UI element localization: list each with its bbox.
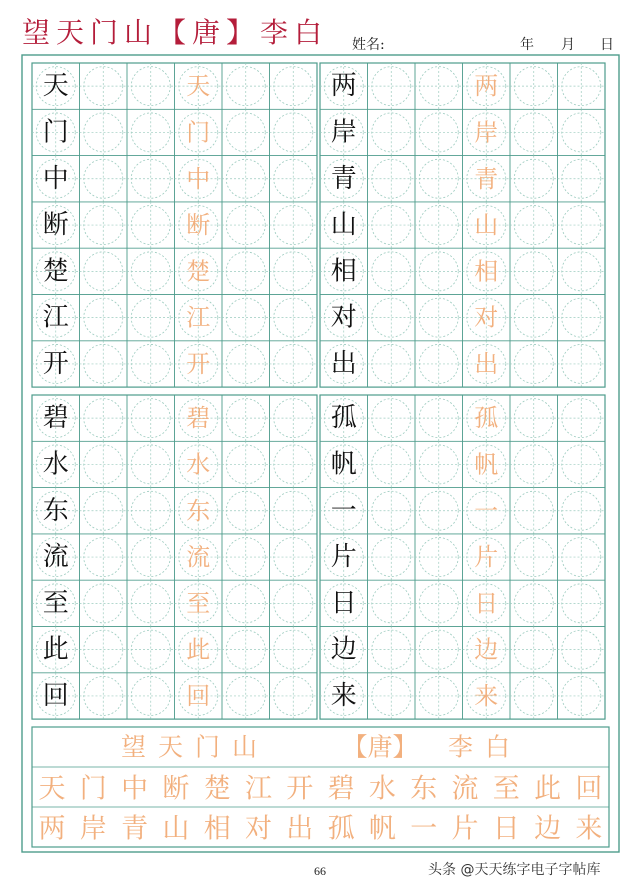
poem-line2-char: 帆 [368,813,396,845]
model-char: 江 [42,302,69,333]
name-label: 姓名: [352,37,385,53]
trace-char: 对 [474,303,499,332]
trace-char: 水 [186,450,211,479]
trace-char: 东 [186,496,211,525]
page-number: 66 [314,864,326,878]
poem-line1-char: 东 [410,773,438,805]
poem-line1-char: 流 [451,773,479,805]
year-label: 年 [520,37,534,53]
model-char: 东 [42,495,69,526]
model-char: 回 [42,680,69,711]
poem-line2-char: 出 [286,813,314,845]
trace-char: 楚 [186,257,211,286]
poem-line2-char: 山 [162,813,190,845]
trace-char: 此 [186,635,211,664]
model-char: 至 [42,588,69,619]
model-char: 一 [330,495,357,526]
model-char: 对 [330,302,357,333]
model-char: 相 [330,256,357,287]
poem-line2-char: 对 [245,813,272,845]
poem-box [32,727,609,847]
poem-line2-char: 边 [534,813,562,845]
poem-line1-char: 水 [368,773,396,805]
poem-line1-char: 回 [575,773,603,805]
poem-line1-char: 江 [245,773,272,805]
trace-char: 碧 [186,404,211,433]
model-char: 开 [42,348,69,379]
poem-line1-char: 碧 [327,773,355,805]
trace-char: 来 [474,681,499,710]
model-char: 水 [42,449,69,480]
poem-line2-char: 一 [410,813,438,845]
poem-dynasty: 【唐】 [342,732,418,762]
model-char: 帆 [330,449,357,480]
trace-char: 两 [474,72,499,101]
trace-char: 孤 [474,404,499,433]
poem-line2-char: 片 [451,813,479,845]
trace-char: 回 [186,681,211,710]
model-char: 中 [42,163,69,194]
poem-line1-char: 中 [121,773,149,805]
model-char: 来 [330,680,357,711]
model-char: 流 [42,542,69,573]
poem-line1-char: 此 [534,773,562,805]
model-char: 孤 [330,403,357,434]
model-char: 出 [330,348,357,379]
trace-char: 中 [186,164,211,193]
poem-line2-char: 孤 [327,813,355,845]
trace-char: 开 [186,349,211,378]
trace-char: 帆 [474,450,499,479]
poem-line1-char: 门 [79,773,107,805]
poem-line2-char: 相 [203,813,231,845]
model-char: 楚 [42,256,69,287]
model-char: 此 [42,634,69,665]
poem-line2-char: 两 [38,813,66,845]
poem-line2-char: 青 [121,813,149,845]
model-char: 断 [42,210,69,241]
poem-line2-char: 日 [492,813,520,845]
model-char: 碧 [42,403,69,434]
trace-char: 相 [474,257,499,286]
trace-char: 出 [474,349,499,378]
trace-char: 天 [186,72,211,101]
poem-line2-char: 岸 [79,813,107,845]
page-title: 望天门山【唐】李白 [22,16,329,49]
trace-char: 断 [186,211,211,240]
trace-char: 岸 [474,118,499,147]
model-char: 岸 [330,117,357,148]
model-char: 两 [330,71,357,102]
trace-char: 江 [186,303,211,332]
poem-line1-char: 天 [38,773,66,805]
poem-author: 李白 [447,732,523,762]
trace-char: 一 [474,496,499,525]
trace-char: 日 [474,589,499,618]
poem-title: 望天门山 [120,732,270,762]
poem-line2-char: 来 [575,813,603,845]
model-char: 青 [330,163,357,194]
trace-char: 至 [186,589,211,618]
model-char: 片 [330,542,357,573]
model-char: 山 [330,210,357,241]
watermark: 头条 @天天练字电子字帖库 [428,862,601,878]
trace-char: 山 [474,211,499,240]
model-char: 天 [42,71,69,102]
trace-char: 青 [474,164,499,193]
day-label: 日 [600,37,614,53]
trace-char: 边 [474,635,499,664]
trace-char: 片 [474,543,499,572]
poem-line1-char: 楚 [203,773,231,805]
poem-line1-char: 断 [162,773,190,805]
model-char: 门 [42,117,69,148]
poem-line1-char: 至 [492,773,520,805]
model-char: 日 [330,588,357,619]
trace-char: 流 [186,543,211,572]
month-label: 月 [561,37,575,53]
trace-char: 门 [186,118,211,147]
model-char: 边 [330,634,357,665]
poem-line1-char: 开 [286,773,314,805]
